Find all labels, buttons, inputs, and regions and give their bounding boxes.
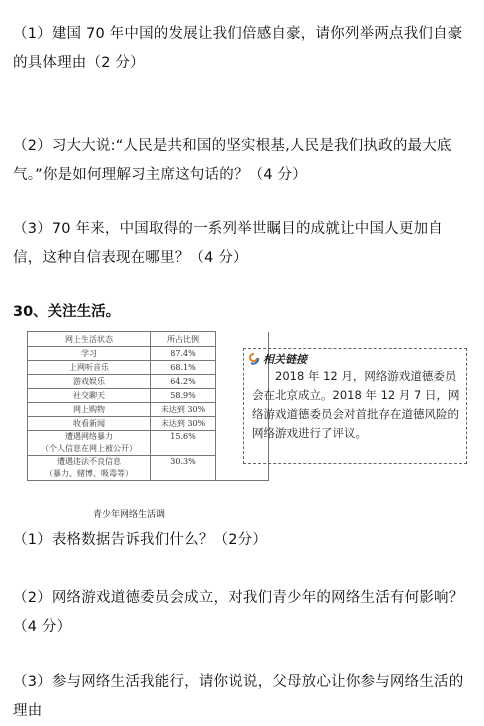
table-row	[28, 389, 269, 403]
related-link-body: 2018 年 12 月，网络游戏道德委员会在北京成立。2018 年 12 月 7 日，网络游戏道德委员会对首批存在道德风险的网络游戏进行了评议。	[252, 369, 460, 440]
section-title: 30、关注生活。	[13, 304, 121, 320]
row-label-sub: （暴力、赌博、吸毒等）	[45, 469, 133, 478]
sub-question-1: （1）表格数据告诉我们什么？（2分）	[13, 532, 268, 548]
row-label-sub: （个人信息在网上被公开）	[41, 444, 137, 453]
sub-question-3: （3）参与网络生活我能行，请你说说，父母放心让你参与网络生活的理由	[13, 674, 464, 719]
row-label-main: 遭遇违法不良信息	[57, 457, 121, 466]
row-value: 30.3%	[151, 456, 216, 481]
question-2: （2）习大大说:“人民是共和国的坚实根基,人民是我们执政的最大底气。”你是如何理解习主席这句话的？（4 分）	[13, 138, 452, 183]
survey-table	[27, 331, 269, 481]
link-swirl-icon	[248, 353, 260, 365]
row-value: 15.6%	[151, 431, 216, 456]
row-value: 87.4%	[151, 347, 216, 361]
row-label: 社交聊天	[28, 389, 151, 403]
row-value: 64.2%	[151, 375, 216, 389]
table-header-row	[28, 332, 269, 347]
table-row	[28, 431, 269, 456]
row-label	[28, 456, 151, 481]
related-link-title	[248, 351, 307, 367]
row-label	[28, 431, 151, 456]
row-label: 游戏娱乐	[28, 375, 151, 389]
row-label: 上网听音乐	[28, 361, 151, 375]
table-row	[28, 403, 269, 417]
question-3: （3）70 年来，中国取得的一系列举世瞩目的成就让中国人更加自信，这种自信表现在哪里？（4 分）	[13, 221, 443, 266]
table-header: 所占比例	[151, 332, 216, 347]
row-label: 学习	[28, 347, 151, 361]
row-value: 58.9%	[151, 389, 216, 403]
table-row	[28, 361, 269, 375]
row-label-main: 遭遇网络暴力	[65, 432, 113, 441]
row-value: 68.1%	[151, 361, 216, 375]
table-row	[28, 347, 269, 361]
related-link-box	[243, 348, 467, 464]
row-label: 网上购物	[28, 403, 151, 417]
table-row	[28, 375, 269, 389]
table-header: 网上生活状态	[28, 332, 151, 347]
sub-question-2: （2）网络游戏道德委员会成立，对我们青少年的网络生活有何影响？（4 分）	[13, 590, 464, 635]
table-row	[28, 456, 269, 481]
table-blank-cell	[216, 332, 269, 347]
table-caption: 青少年网络生活调	[93, 510, 166, 520]
related-link-title-text: 相关链接	[263, 353, 307, 366]
row-label: 收看新闻	[28, 417, 151, 431]
question-1: （1）建国 70 年中国的发展让我们倍感自豪，请你列举两点我们自豪的具体理由（2 分）	[13, 26, 463, 71]
row-value: 未达到 30%	[151, 403, 216, 417]
table-row	[28, 417, 269, 431]
row-value: 未达到 30%	[151, 417, 216, 431]
